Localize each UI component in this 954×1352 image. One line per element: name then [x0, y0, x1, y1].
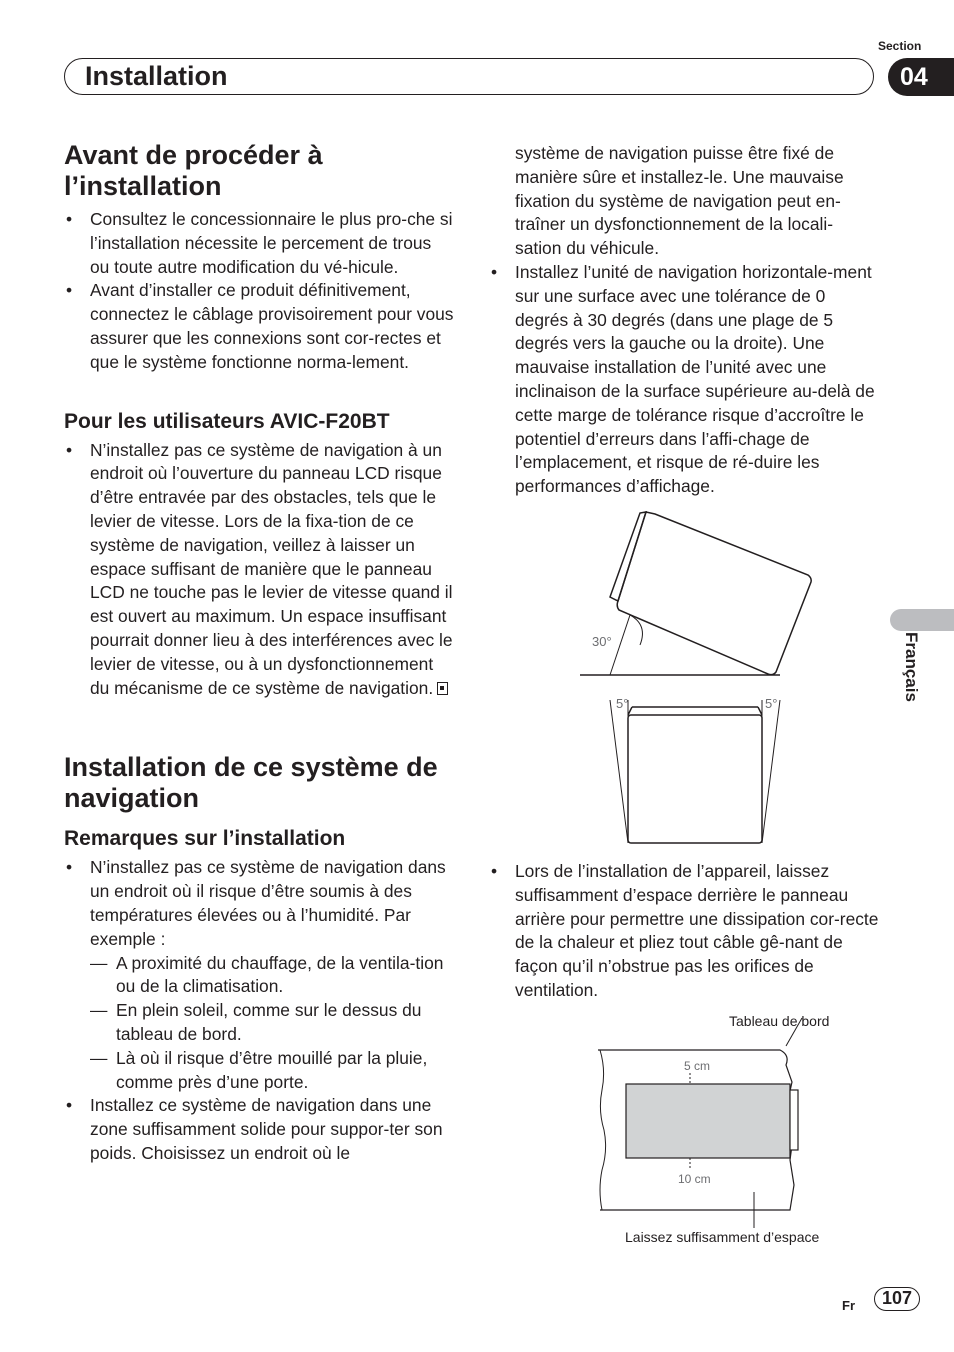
- sub-list-item-text: Là où il risque d’être mouillé par la pluie, comme près d’une porte.: [116, 1047, 428, 1092]
- section-label: Section: [878, 39, 922, 53]
- dash-mark: —: [90, 1000, 108, 1021]
- rear-panel: [790, 1090, 798, 1150]
- page-number: 107: [874, 1287, 920, 1311]
- gap-bottom-label: 10 cm: [678, 1172, 711, 1186]
- list-item-text: N’installez pas ce système de navigation à un endroit où l’ouverture du panneau LCD risque d’être entravée par des obstacles, tels que le levier de vitesse. Lors de la fixa-tion de ce système de navigation, veillez à laisser un espace suffisant de manière que le panneau LCD ne touche pas le levier de vitesse quand il est ouvert au maximum. Un espace insuffisant pourrait donner lieu à des interférences avec le levier de vitesse, ou à un dysfonctionnement du mécanisme de ce système de navigation.: [90, 439, 453, 698]
- chapter-header: [64, 58, 874, 95]
- right-column: [489, 142, 879, 499]
- tilt-angle-diagram: [570, 505, 820, 850]
- list-item: [64, 439, 454, 701]
- clearance-diagram: [590, 1010, 850, 1255]
- dash-mark: —: [90, 952, 108, 973]
- heading-avic-users: Pour les utilisateurs AVIC-F20BT: [64, 409, 390, 433]
- right-list-top: [489, 142, 879, 499]
- list-item: • Consultez le concessionnaire le plus pro-che si l’installation nécessite le percement de trous ou toute autre modification du vé-hicule.: [64, 208, 454, 279]
- angle-line: [610, 615, 630, 675]
- right-column-lower: [489, 860, 879, 1003]
- angle-30-label: 30°: [592, 634, 612, 649]
- language-label: Français: [902, 632, 921, 702]
- dashboard-label: Tableau de bord: [729, 1013, 830, 1029]
- sub-list-item: [64, 1047, 454, 1095]
- right-list-bottom: [489, 860, 879, 1003]
- avant-list: [64, 208, 454, 375]
- sub-list-item-text: En plein soleil, comme sur le dessus du tableau de bord.: [116, 1000, 422, 1044]
- sub-list-item: [64, 999, 454, 1047]
- tilted-unit-shape: [617, 512, 811, 675]
- tolerance-line-left: [610, 700, 628, 843]
- sub-list-item: [64, 952, 454, 1000]
- section-number-badge: 04: [888, 58, 954, 96]
- dash-mark: —: [90, 1047, 108, 1068]
- gap-top-label: 5 cm: [684, 1059, 711, 1073]
- language-tab: [890, 609, 954, 631]
- avic-list: [64, 439, 454, 701]
- angle-5-right-label: 5°: [765, 696, 778, 711]
- upright-unit-body: [628, 715, 762, 843]
- space-label: Laissez suffisamment d’espace: [625, 1229, 820, 1245]
- list-item: • Lors de l’installation de l’appareil, laissez suffisamment d’espace derrière le panneau arrière pour permettre une dissipation cor-recte de la chaleur et pliez tout câble gê-nant de façon qu’il n’obstrue pas les orifices de ventilation.: [489, 860, 879, 1003]
- heading-installation-systeme: Installation de ce système de navigation: [64, 752, 438, 814]
- heading-avant-installation: Avant de procéder à l’installation: [64, 140, 323, 201]
- tolerance-line-right: [762, 700, 780, 843]
- list-item: • N’installez pas ce système de navigation dans un endroit où il risque d’être soumis à des températures élevées ou à l’humidité. Par exemple :: [64, 856, 454, 951]
- list-item: • Installez ce système de navigation dans une zone suffisamment solide pour suppor-ter son poids. Choisissez un endroit où le: [64, 1094, 454, 1165]
- navigation-unit-box: [626, 1084, 790, 1158]
- heading-remarques: Remarques sur l’installation: [64, 827, 346, 851]
- sub-list-item-text: A proximité du chauffage, de la ventila-tion ou de la climatisation.: [116, 952, 444, 997]
- remarques-list: [64, 856, 454, 1165]
- left-column: [64, 140, 454, 1166]
- list-item-continuation: système de navigation puisse être fixé de manière sûre et installez-le. Une mauvaise fixation du système de navigation peut en-traîner un dysfonctionnement de la locali-sation du véhicule.: [515, 143, 844, 259]
- end-of-section-icon: [437, 682, 448, 695]
- tilted-unit-front-panel: [610, 512, 646, 601]
- list-item: • Installez l’unité de navigation horizontale-ment sur une surface avec une tolérance de 0 degrés à 30 degrés (dans une plage de 5 degrés vers la gauche ou la droite). Une mauvaise installation de l’unité avec une inclinaison de la surface supérieure au-delà de cette marge de tolérance risque d’accroître le potentiel d’erreurs dans l’affi-chage de l’emplacement, et risque de ré-duire les performances d’affichage.: [489, 261, 879, 499]
- list-item: • Avant d’installer ce produit définitivement, connectez le câblage provisoirement pour vous assurer que les connexions sont cor-rectes et que le système fonctionne norma-lement.: [64, 279, 454, 374]
- angle-5-left-label: 5°: [616, 696, 629, 711]
- chapter-title: Installation: [85, 61, 228, 91]
- footer-language-code: Fr: [842, 1298, 855, 1313]
